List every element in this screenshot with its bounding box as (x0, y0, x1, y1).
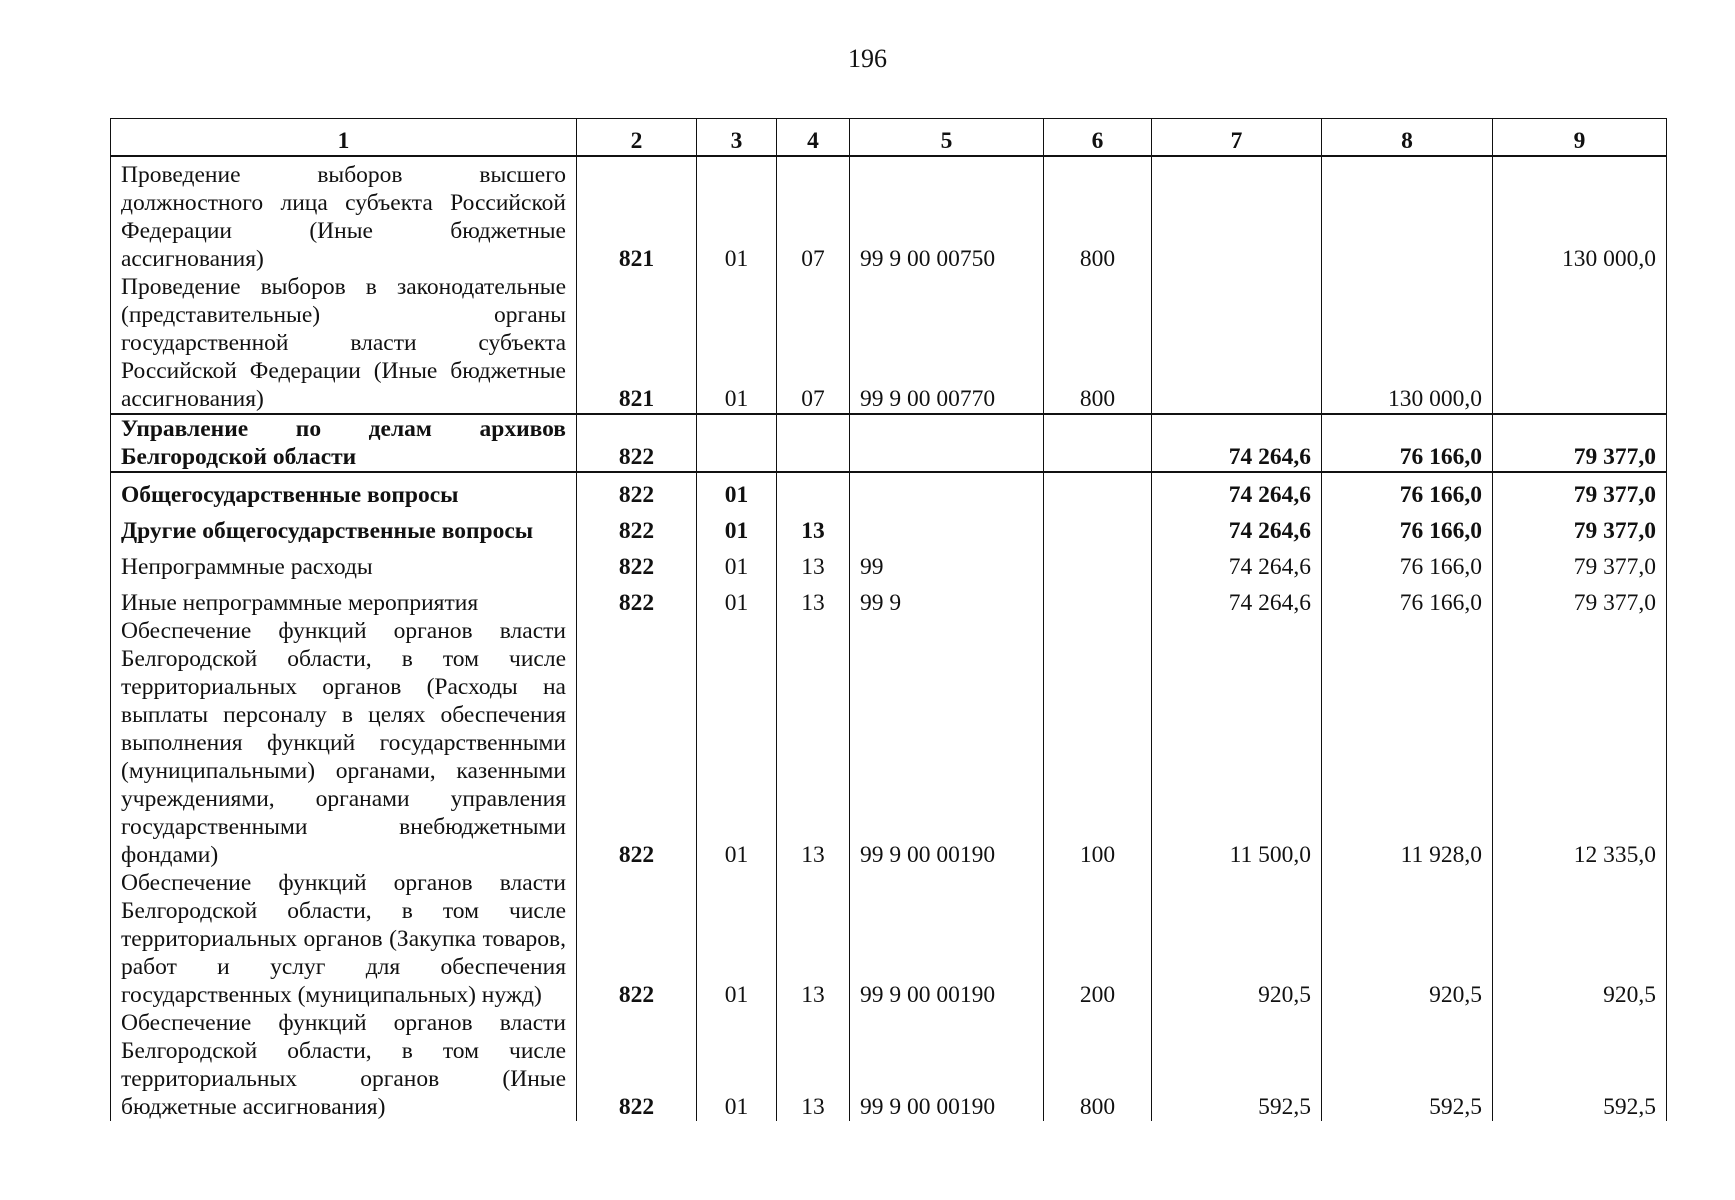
row-year3: 130 000,0 (1493, 156, 1667, 273)
row-year2 (1322, 156, 1493, 273)
row-year1: 74 264,6 (1152, 581, 1322, 617)
table-row (111, 869, 1667, 1009)
table-row (111, 1009, 1667, 1121)
table-row (111, 581, 1667, 617)
row-year3: 12 335,0 (1493, 617, 1667, 869)
row-year1: 74 264,6 (1152, 509, 1322, 545)
row-description: Управление по делам архивов Белгородской области (111, 414, 577, 472)
row-section: 01 (697, 617, 777, 869)
row-description: Общегосударственные вопросы (111, 472, 577, 509)
row-year2: 920,5 (1322, 869, 1493, 1009)
row-section: 01 (697, 581, 777, 617)
row-year1: 74 264,6 (1152, 414, 1322, 472)
row-section: 01 (697, 273, 777, 414)
row-year1: 592,5 (1152, 1009, 1322, 1121)
row-description: Проведение выборов высшего должностного лица субъекта Российской Федерации (Иные бюджетные ассигнования) (111, 156, 577, 273)
row-article: 99 9 00 00770 (850, 273, 1044, 414)
row-subsection: 13 (777, 581, 850, 617)
table-row (111, 273, 1667, 414)
table-row (111, 509, 1667, 545)
row-year3: 79 377,0 (1493, 472, 1667, 509)
col-header-5: 5 (850, 119, 1044, 157)
row-description: Непрограммные расходы (111, 545, 577, 581)
row-article (850, 472, 1044, 509)
row-description: Иные непрограммные мероприятия (111, 581, 577, 617)
row-article (850, 509, 1044, 545)
row-dept-code: 822 (577, 581, 697, 617)
row-expense-type (1044, 581, 1152, 617)
row-expense-type (1044, 472, 1152, 509)
row-year2: 76 166,0 (1322, 414, 1493, 472)
row-subsection: 13 (777, 617, 850, 869)
row-dept-code: 822 (577, 414, 697, 472)
row-expense-type (1044, 509, 1152, 545)
row-dept-code: 822 (577, 509, 697, 545)
row-subsection: 13 (777, 509, 850, 545)
row-year3 (1493, 273, 1667, 414)
row-expense-type: 200 (1044, 869, 1152, 1009)
col-header-4: 4 (777, 119, 850, 157)
row-year2: 76 166,0 (1322, 581, 1493, 617)
row-expense-type: 800 (1044, 1009, 1152, 1121)
col-header-8: 8 (1322, 119, 1493, 157)
row-year2: 130 000,0 (1322, 273, 1493, 414)
row-year2: 11 928,0 (1322, 617, 1493, 869)
row-year3: 79 377,0 (1493, 414, 1667, 472)
row-expense-type (1044, 414, 1152, 472)
table-row (111, 617, 1667, 869)
row-year2: 76 166,0 (1322, 545, 1493, 581)
row-year1: 74 264,6 (1152, 545, 1322, 581)
row-section: 01 (697, 1009, 777, 1121)
row-year2: 592,5 (1322, 1009, 1493, 1121)
row-section: 01 (697, 509, 777, 545)
col-header-1: 1 (111, 119, 577, 157)
row-dept-code: 822 (577, 617, 697, 869)
row-article: 99 9 00 00190 (850, 617, 1044, 869)
row-article: 99 9 00 00750 (850, 156, 1044, 273)
row-year3: 79 377,0 (1493, 581, 1667, 617)
row-year3: 79 377,0 (1493, 545, 1667, 581)
row-dept-code: 821 (577, 156, 697, 273)
row-year3: 920,5 (1493, 869, 1667, 1009)
row-description: Обеспечение функций органов власти Белгородской области, в том числе территориальных органов (Иные бюджетные ассигнования) (111, 1009, 577, 1121)
row-year3: 592,5 (1493, 1009, 1667, 1121)
row-article: 99 9 00 00190 (850, 1009, 1044, 1121)
row-section: 01 (697, 545, 777, 581)
page-number: 196 (848, 44, 887, 73)
row-section: 01 (697, 869, 777, 1009)
row-dept-code: 822 (577, 1009, 697, 1121)
row-year1: 11 500,0 (1152, 617, 1322, 869)
row-section: 01 (697, 156, 777, 273)
row-subsection (777, 472, 850, 509)
row-expense-type (1044, 545, 1152, 581)
row-year2: 76 166,0 (1322, 472, 1493, 509)
row-year3: 79 377,0 (1493, 509, 1667, 545)
row-dept-code: 821 (577, 273, 697, 414)
row-subsection: 13 (777, 1009, 850, 1121)
table-row (111, 545, 1667, 581)
budget-table (110, 118, 1667, 1121)
row-article: 99 9 (850, 581, 1044, 617)
row-expense-type: 100 (1044, 617, 1152, 869)
col-header-7: 7 (1152, 119, 1322, 157)
row-subsection: 13 (777, 545, 850, 581)
row-description: Обеспечение функций органов власти Белгородской области, в том числе территориальных органов (Расходы на выплаты персоналу в целях обеспечения выполнения функций государственными (муниципальными) органами, казенными учреждениями, органами управления государственными внебюджетными фондами) (111, 617, 577, 869)
row-description: Обеспечение функций органов власти Белгородской области, в том числе территориальных органов (Закупка товаров, работ и услуг для обеспечения государственных (муниципальных) нужд) (111, 869, 577, 1009)
row-expense-type: 800 (1044, 273, 1152, 414)
col-header-3: 3 (697, 119, 777, 157)
row-subsection: 07 (777, 156, 850, 273)
row-expense-type: 800 (1044, 156, 1152, 273)
row-dept-code: 822 (577, 869, 697, 1009)
row-section (697, 414, 777, 472)
col-header-9: 9 (1493, 119, 1667, 157)
row-subsection: 07 (777, 273, 850, 414)
row-article: 99 9 00 00190 (850, 869, 1044, 1009)
table-header-row (111, 119, 1667, 157)
table-row (111, 156, 1667, 273)
row-year1 (1152, 273, 1322, 414)
table-row (111, 472, 1667, 509)
row-year1: 920,5 (1152, 869, 1322, 1009)
row-subsection (777, 414, 850, 472)
row-year2: 76 166,0 (1322, 509, 1493, 545)
row-description: Проведение выборов в законодательные (представительные) органы государственной власти субъекта Российской Федерации (Иные бюджетные ассигнования) (111, 273, 577, 414)
table-row-department (111, 414, 1667, 472)
col-header-2: 2 (577, 119, 697, 157)
row-description: Другие общегосударственные вопросы (111, 509, 577, 545)
row-article (850, 414, 1044, 472)
row-section: 01 (697, 472, 777, 509)
row-year1 (1152, 156, 1322, 273)
row-article: 99 (850, 545, 1044, 581)
row-dept-code: 822 (577, 545, 697, 581)
col-header-6: 6 (1044, 119, 1152, 157)
row-year1: 74 264,6 (1152, 472, 1322, 509)
row-subsection: 13 (777, 869, 850, 1009)
row-dept-code: 822 (577, 472, 697, 509)
